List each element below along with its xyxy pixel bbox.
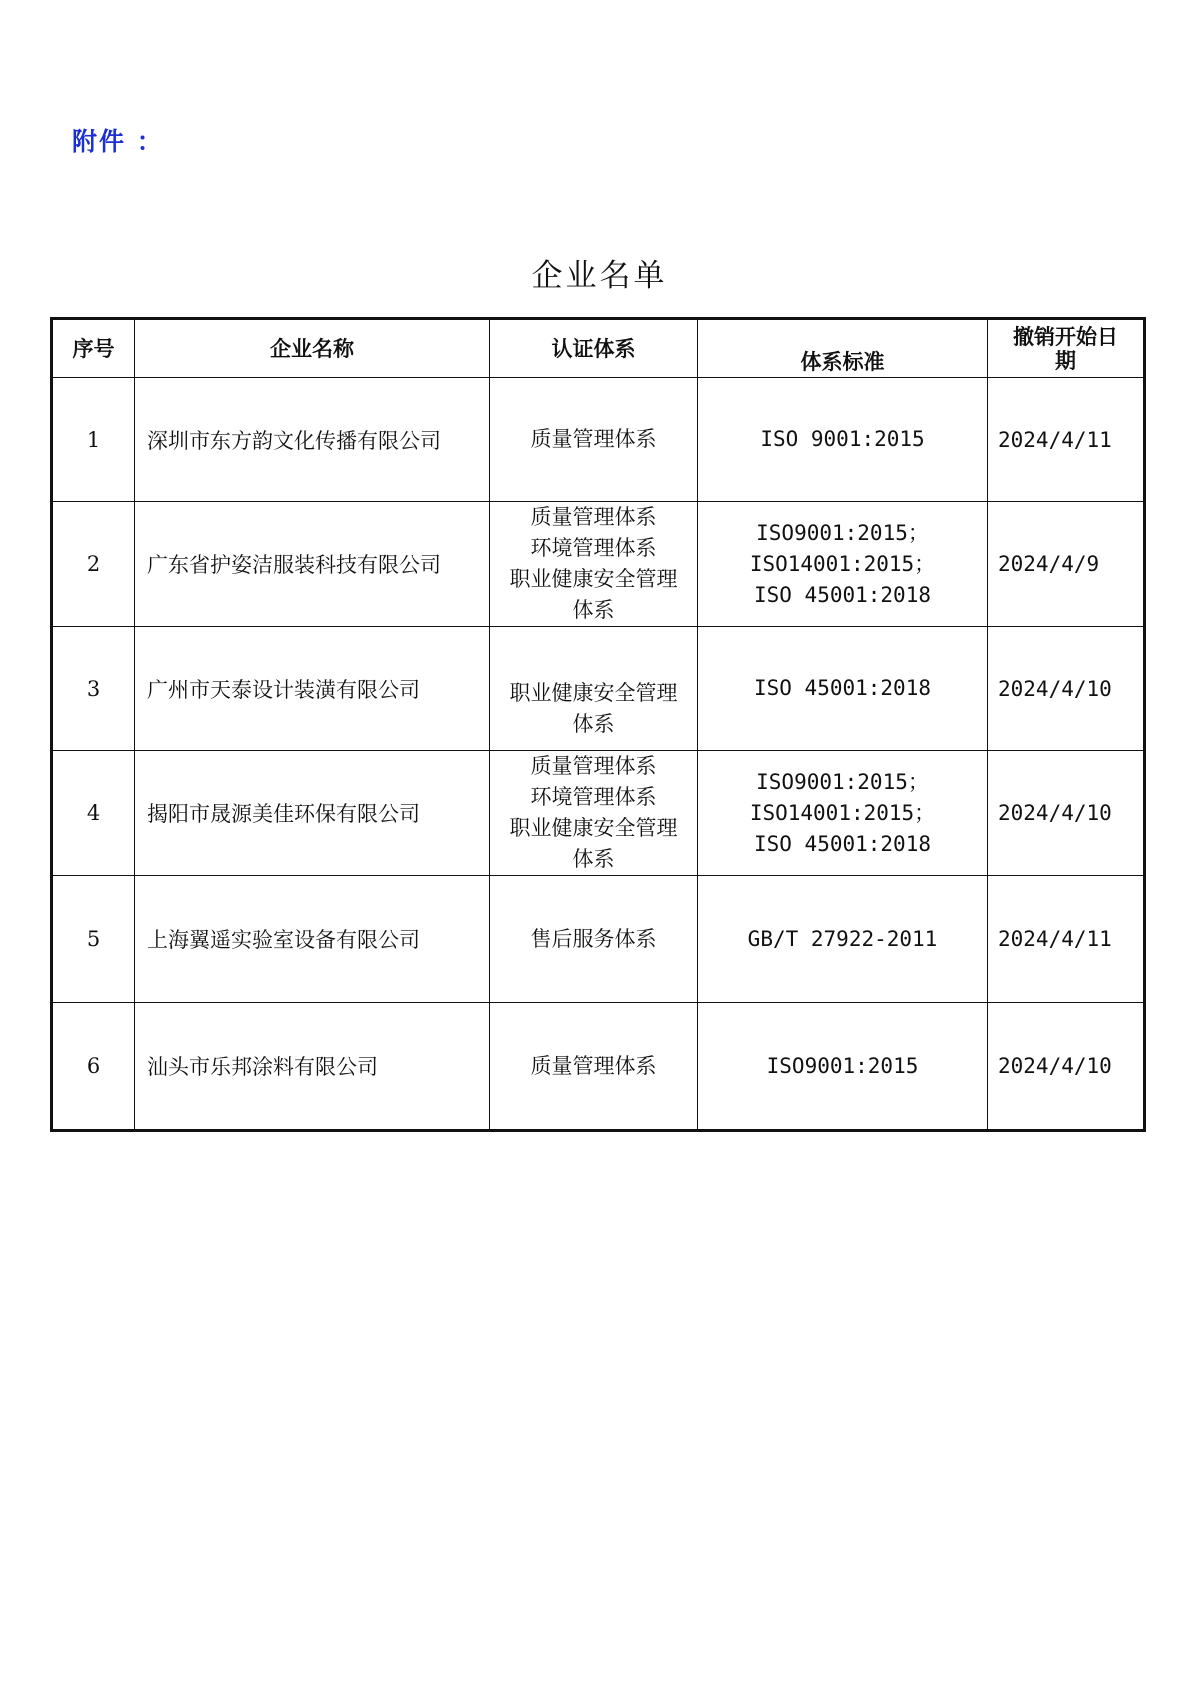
row-standard: [698, 378, 988, 502]
row-company: 广东省护姿洁服装科技有限公司: [135, 502, 490, 627]
cert-system-line: 职业健康安全管理: [509, 816, 678, 840]
cert-system-line: 体系: [572, 711, 615, 736]
row-cert-system: [490, 627, 698, 751]
table-header-row: [52, 319, 1145, 378]
row-cert-system: [490, 378, 698, 502]
cert-system-line: 质量管理体系: [530, 505, 657, 529]
row-revoke-date: 2024/4/10: [988, 751, 1145, 876]
standard-line: ISO14001:2015；: [749, 800, 936, 825]
cert-system-line: 质量管理体系: [530, 427, 657, 451]
standard-line: ISO 45001:2018: [753, 831, 931, 856]
table-row: [52, 378, 1145, 502]
header-revoke-date: [988, 319, 1145, 378]
header-standard: 体系标准: [698, 319, 988, 378]
standard-line: ISO9001:2015: [766, 1053, 919, 1078]
row-index: 2: [52, 502, 135, 627]
row-index: 5: [52, 876, 135, 1003]
header-index: 序号: [52, 319, 135, 378]
header-revoke-date-line-1: 撤销开始日: [1013, 324, 1118, 349]
standard-line: ISO9001:2015；: [756, 520, 929, 545]
table-row: [52, 751, 1145, 876]
row-revoke-date: 2024/4/9: [988, 502, 1145, 627]
row-cert-system: [490, 876, 698, 1003]
row-company: 揭阳市晟源美佳环保有限公司: [135, 751, 490, 876]
standard-line: ISO14001:2015；: [749, 551, 936, 576]
header-revoke-date-line-2: 期: [1055, 348, 1076, 373]
row-company: 汕头市乐邦涂料有限公司: [135, 1003, 490, 1131]
row-index: 1: [52, 378, 135, 502]
row-company: 上海翼遥实验室设备有限公司: [135, 876, 490, 1003]
row-index: 4: [52, 751, 135, 876]
standard-line: ISO 9001:2015: [760, 427, 925, 451]
row-standard: [698, 627, 988, 751]
row-revoke-date: 2024/4/11: [988, 378, 1145, 502]
row-company: 广州市天泰设计装潢有限公司: [135, 627, 490, 751]
standard-line: ISO 45001:2018: [753, 582, 931, 607]
cert-system-line: 质量管理体系: [530, 754, 657, 778]
row-cert-system: [490, 1003, 698, 1131]
cert-system-line: 体系: [572, 847, 615, 871]
row-cert-system: [490, 751, 698, 876]
row-revoke-date: 2024/4/10: [988, 627, 1145, 751]
cert-system-line: 职业健康安全管理: [509, 567, 678, 591]
row-index: 6: [52, 1003, 135, 1131]
company-list-table: [50, 317, 1146, 1132]
row-revoke-date: 2024/4/11: [988, 876, 1145, 1003]
row-standard: [698, 1003, 988, 1131]
cert-system-line: 体系: [572, 598, 615, 622]
cert-system-line: 环境管理体系: [530, 785, 657, 809]
row-revoke-date: 2024/4/10: [988, 1003, 1145, 1131]
attachment-label: 附件 ：: [72, 127, 164, 156]
cert-system-line: 质量管理体系: [530, 1053, 657, 1078]
page-title: 企业名单: [531, 258, 668, 294]
row-company: 深圳市东方韵文化传播有限公司: [135, 378, 490, 502]
header-cert-system: 认证体系: [490, 319, 698, 378]
row-standard: [698, 751, 988, 876]
cert-system-line: 职业健康安全管理: [509, 680, 678, 705]
row-standard: [698, 502, 988, 627]
table-row: [52, 876, 1145, 1003]
row-standard: [698, 876, 988, 1003]
cert-system-line: 售后服务体系: [530, 926, 657, 951]
table-row: [52, 1003, 1145, 1131]
table-row: [52, 627, 1145, 751]
standard-line: GB/T 27922-2011: [747, 926, 938, 951]
row-cert-system: [490, 502, 698, 627]
standard-line: ISO9001:2015；: [756, 769, 929, 794]
standard-line: ISO 45001:2018: [753, 676, 931, 700]
cert-system-line: 环境管理体系: [530, 536, 657, 560]
table-row: [52, 502, 1145, 627]
header-company: 企业名称: [135, 319, 490, 378]
row-index: 3: [52, 627, 135, 751]
